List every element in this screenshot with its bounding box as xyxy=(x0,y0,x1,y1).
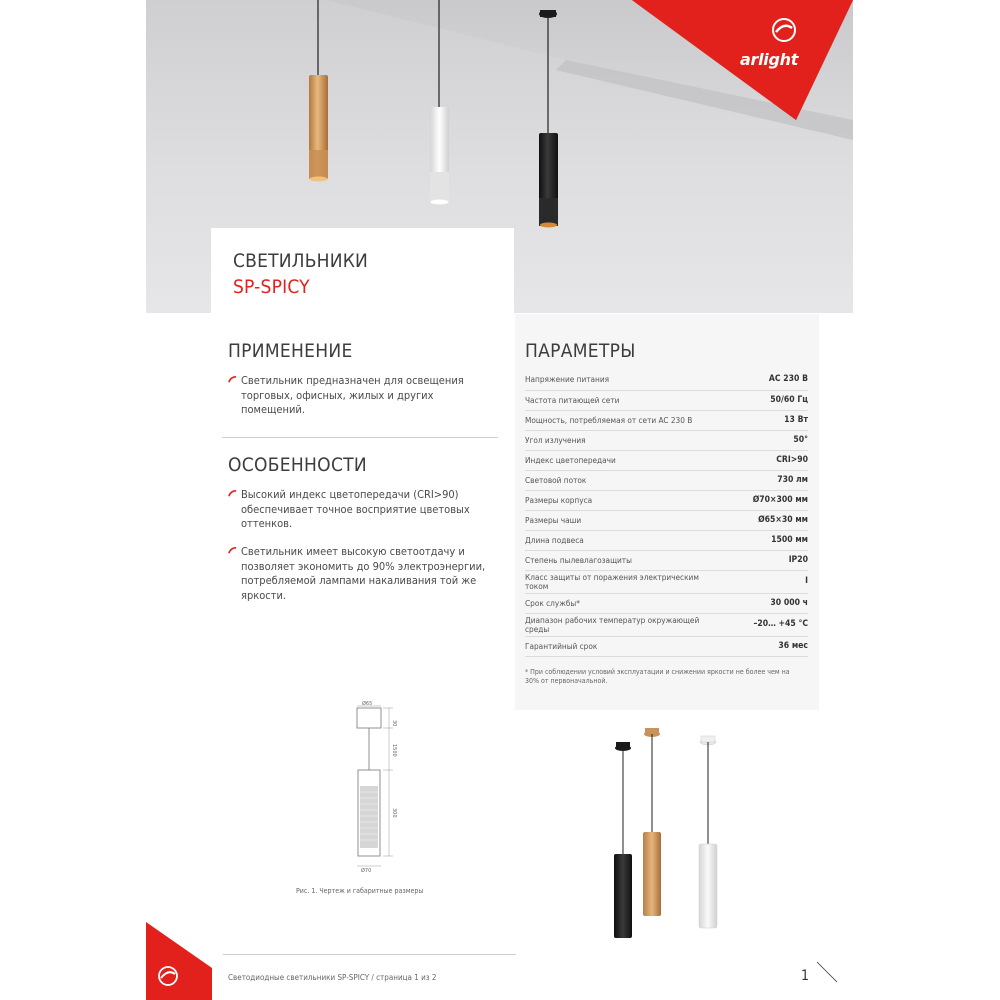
table-row xyxy=(525,613,808,636)
table-row xyxy=(525,410,808,430)
param-value: Ø70×300 мм xyxy=(753,490,808,510)
divider xyxy=(222,437,498,438)
features-item-text: Светильник имеет высокую светоотдачу и позволяет экономить до 90% электроэнергии, потребляемой лампами накаливания той же яркости. xyxy=(241,545,486,602)
parameters-heading: ПАРАМЕТРЫ xyxy=(525,340,636,362)
param-label: Индекс цветопередачи xyxy=(525,450,753,470)
param-value: 730 лм xyxy=(753,470,808,490)
param-value: AC 230 В xyxy=(753,370,808,390)
product-gold xyxy=(643,832,661,916)
param-label: Мощность, потребляемая от сети AC 230 В xyxy=(525,410,753,430)
parameters-table xyxy=(525,370,808,657)
param-label: Класс защиты от поражения электрическим током xyxy=(525,570,753,593)
param-value: 13 Вт xyxy=(753,410,808,430)
features-heading: ОСОБЕННОСТИ xyxy=(228,454,367,476)
application-item-text: Светильник предназначен для освещения торговых, офисных, жилых и других помещений. xyxy=(241,374,464,416)
param-label: Степень пылевлагозащиты xyxy=(525,550,753,570)
param-label: Угол излучения xyxy=(525,430,753,450)
table-row xyxy=(525,390,808,410)
param-label: Размеры чаши xyxy=(525,510,753,530)
param-label: Длина подвеса xyxy=(525,530,753,550)
param-value: CRI>90 xyxy=(753,450,808,470)
table-row xyxy=(525,636,808,656)
param-label: Размеры корпуса xyxy=(525,490,753,510)
table-row xyxy=(525,593,808,613)
param-value: IP20 xyxy=(753,550,808,570)
param-value: –20… +45 °C xyxy=(753,613,808,636)
brand-logo: arlight xyxy=(740,50,799,69)
technical-drawing xyxy=(345,700,415,872)
product-white xyxy=(699,844,717,928)
dim-bottom: Ø70 xyxy=(361,868,372,872)
dim-cable: 1500 xyxy=(391,744,397,757)
red-arrow-icon xyxy=(228,375,237,384)
table-row xyxy=(525,570,808,593)
param-label: Напряжение питания xyxy=(525,370,753,390)
footer-text: Светодиодные светильники SP-SPICY / страница 1 из 2 xyxy=(228,973,437,982)
product-black xyxy=(614,854,632,938)
dim-body: 300 xyxy=(391,808,397,818)
param-value: Ø65×30 мм xyxy=(753,510,808,530)
page-subtitle: SP-SPICY xyxy=(233,276,310,298)
table-row xyxy=(525,530,808,550)
features-item xyxy=(228,545,490,603)
page-title: СВЕТИЛЬНИКИ xyxy=(233,250,369,272)
dim-cap: 30 xyxy=(391,720,397,727)
application-heading: ПРИМЕНЕНИЕ xyxy=(228,340,353,362)
param-value: 50° xyxy=(753,430,808,450)
drawing-caption: Рис. 1. Чертеж и габаритные размеры xyxy=(296,887,424,895)
dim-top: Ø65 xyxy=(362,701,373,707)
table-row xyxy=(525,470,808,490)
bottom-corner-logo xyxy=(146,922,216,1000)
red-arrow-icon xyxy=(228,489,237,498)
param-label: Срок службы* xyxy=(525,593,753,613)
param-value: I xyxy=(753,570,808,593)
param-value: 50/60 Гц xyxy=(753,390,808,410)
param-label: Диапазон рабочих температур окружающей среды xyxy=(525,613,753,636)
application-item xyxy=(228,374,490,418)
param-value: 30 000 ч xyxy=(753,593,808,613)
param-value: 1500 мм xyxy=(753,530,808,550)
footer-divider xyxy=(223,954,516,955)
param-value: 36 мес xyxy=(753,636,808,656)
features-item xyxy=(228,488,490,532)
page-slash-icon xyxy=(815,960,839,984)
param-label: Световой поток xyxy=(525,470,753,490)
param-label: Частота питающей сети xyxy=(525,390,753,410)
param-label: Гарантийный срок xyxy=(525,636,753,656)
red-arrow-icon xyxy=(228,546,237,555)
table-row xyxy=(525,510,808,530)
table-row xyxy=(525,490,808,510)
table-row xyxy=(525,370,808,390)
page-number: 1 xyxy=(801,968,810,984)
table-row xyxy=(525,450,808,470)
table-row xyxy=(525,430,808,450)
footnote: * При соблюдении условий эксплуатации и снижении яркости не более чем на 30% от первоначальной. xyxy=(525,668,790,685)
product-photo xyxy=(590,726,740,946)
table-row xyxy=(525,550,808,570)
features-item-text: Высокий индекс цветопередачи (CRI>90) обеспечивает точное восприятие цветовых оттенков. xyxy=(241,488,470,530)
